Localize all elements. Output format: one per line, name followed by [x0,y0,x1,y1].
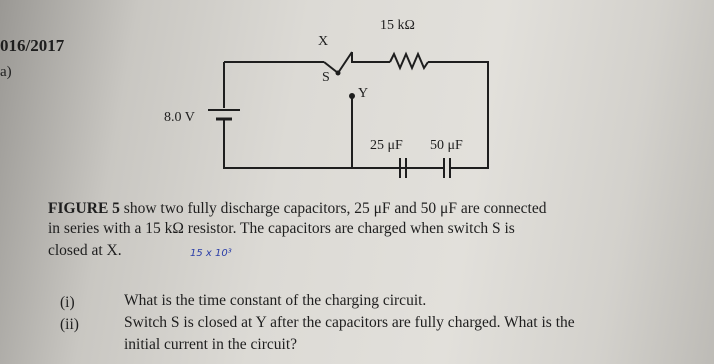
question-number: (i) [60,294,75,311]
question-text: Switch S is closed at Y after the capacitors are fully charged. What is the [124,314,575,331]
switch-pivot-dot [336,71,341,76]
terminal-y-label: Y [358,86,369,101]
resistor-label: 15 kΩ [380,18,415,33]
capacitor2-label: 50 μF [430,138,463,153]
paragraph-line-2: in series with a 15 kΩ resistor. The capacitors are charged when switch S is [48,220,515,237]
terminal-y-dot [349,93,355,99]
question-text-continued: initial current in the circuit? [124,336,298,353]
question-number: (ii) [60,316,79,333]
subpart-label: a) [0,64,12,80]
switch-label: S [322,70,330,85]
wire-switch-to-resistor [352,52,390,62]
question-text: What is the time constant of the charging circuit. [124,292,427,309]
switch-blade [338,52,352,73]
line1-rest: show two fully discharge capacitors, 25 μF and 50 μF are connected [119,200,547,217]
figure-ref: FIGURE 5 [48,200,120,217]
terminal-x-label: X [318,34,329,49]
capacitor1-label: 25 μF [370,138,403,153]
paragraph-line-1 [48,200,546,218]
battery-label: 8.0 V [164,110,195,125]
paragraph-line-3: closed at X. [48,242,122,259]
year-header: 016/2017 [0,36,65,55]
resistor-zigzag [390,54,428,68]
handwritten-note: 15 x 10³ [190,248,232,259]
